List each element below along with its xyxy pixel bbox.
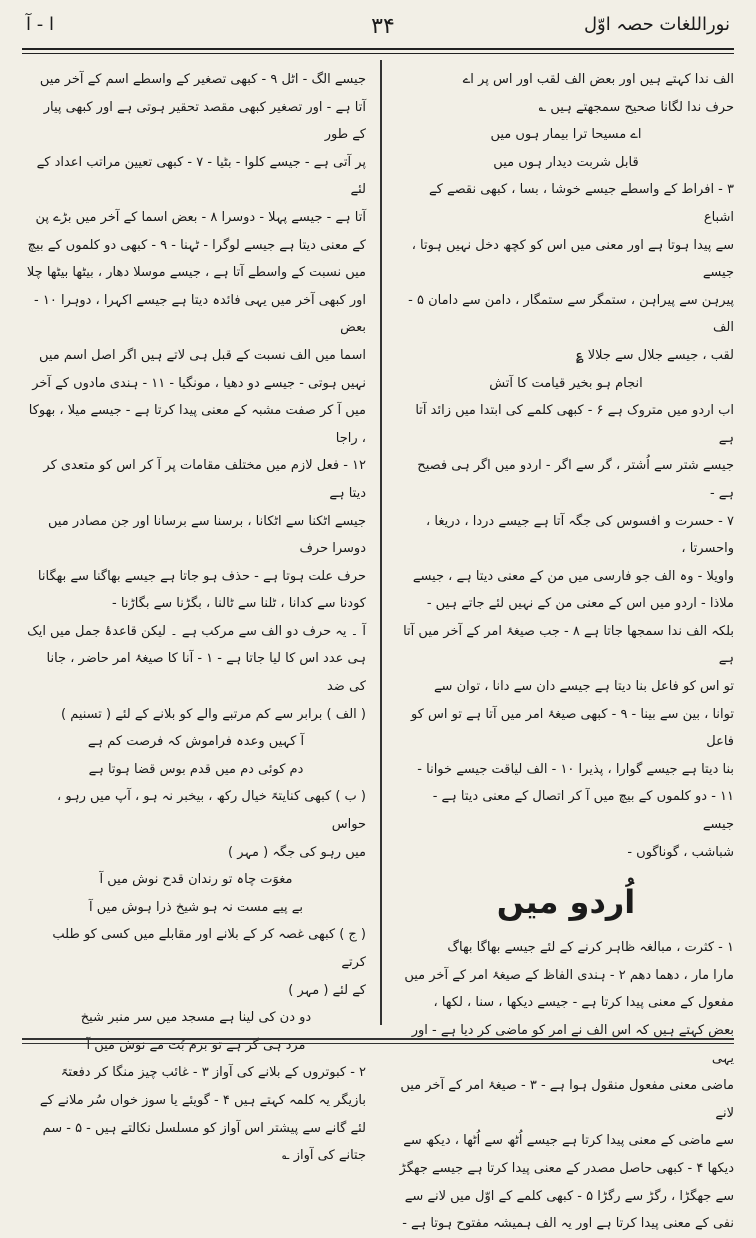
text-line: جیسے شتر سے اُشتر ، گر سے اگر - اردو میں اگر ہی فصیح ہے - — [417, 458, 734, 501]
left-column — [26, 66, 366, 1164]
text-line: ملاذا - اردو میں اس کے معنی من کے نہیں لئے جاتے ہیں - — [426, 596, 734, 612]
text-line: سے پیدا ہوتا ہے اور معنی میں اس کو کچھ دخل نہیں ہوتا ، جیسے — [411, 237, 734, 281]
right-column — [398, 66, 734, 1232]
text-line: ہی عدد اس کا لیا جاتا ہے - ۱ - آنا کا صیغۂ امر حاضر ، جانا کی ضد — [46, 651, 366, 695]
text-line: بعض کہتے ہیں کہ اس الف نے امر کو ماضی کر دیا ہے - اور یہی — [411, 1023, 734, 1066]
text-line: اب اردو میں متروک ہے ۶ - کبھی کلمے کی ابتدا میں زائد آتا ہے — [415, 403, 734, 446]
text-line: میں آ کر صفت مشبہ کے معنی پیدا کرتا ہے - جیسے میلا ، بھوکا ، راجا — [28, 403, 366, 446]
text-line: اسما میں الف نسبت کے قبل ہی لاتے ہیں اگر اصل اسم میں — [38, 347, 366, 363]
column-divider — [380, 60, 382, 1025]
text-line: جیسے الگ - اٹل ۹ - کبھی تصغیر کے واسطے اسم کے آخر میں — [39, 72, 366, 87]
text-line: سے جھگڑا ، رگڑ سے رگڑا ۵ - کبھی کلمے کے اوّل میں لانے سے — [404, 1188, 734, 1204]
verse-line: بے پیے مست نہ ہو شیخ ذرا ہوش میں آ — [89, 899, 303, 915]
text-line: مفعول کے معنی پیدا کرتا ہے - جیسے دیکھا ، سنا ، لکھا ، — [433, 995, 734, 1011]
header-rule-thin — [22, 53, 734, 54]
text-line: ۳ - افراط کے واسطے جیسے خوشا ، بسا ، کبھی نقصے کے اشباع — [429, 182, 734, 225]
text-line: ( ج ) کبھی غصہ کر کے بلانے اور مقابلے میں کسی کو طلب کرتے — [52, 927, 366, 970]
text-line: ( الف ) برابر سے کم مرتبے والے کو بلانے کے لئے ( تسنیم ) — [60, 706, 366, 722]
text-line: لئے گانے سے پیشتر اس آواز کو مسلسل نکالتے ہیں - ۵ - سم — [42, 1120, 366, 1136]
text-line: ۲ - کبوتروں کے بلانے کی آواز ۳ - غائب چیز منگا کر دفعتہً — [60, 1065, 366, 1081]
header-section-letter: ا - آ — [26, 14, 54, 35]
text-line: الف ندا کہتے ہیں اور بعض الف لقب اور اس پر اے — [462, 72, 734, 87]
text-line: کودنا سے کدانا ، ٹلنا سے ٹالنا ، بگڑنا سے بگاڑنا - — [112, 596, 366, 612]
text-line: بلکہ الف ندا سمجھا جاتا ہے ۸ - جب صیغۂ امر کے آخر میں آتا ہے — [403, 623, 734, 667]
text-line: حرف ندا لگانا صحیح سمجھتے ہیں ؎ — [538, 99, 734, 115]
text-line: ماضی معنی مفعول منقول ہوا ہے - ۳ - صیغۂ امر کے آخر میں لانے — [400, 1078, 734, 1121]
text-line: ۱۲ - فعل لازم میں مختلف مقامات پر آ کر اس کو متعدی کر دیتا ہے — [43, 458, 366, 501]
text-line: بنا دیتا ہے جیسے گوارا ، پذیرا ۱۰ - الف لیاقت جیسے خوانا - — [417, 761, 734, 777]
text-line: نہیں ہوتی - جیسے دو دھیا ، مونگیا - ۱۱ - ہندی مادوں کے آخر — [32, 375, 366, 391]
footer-rule — [22, 1038, 734, 1040]
text-line: آ ۔ یہ حرف دو الف سے مرکب ہے ۔ لیکن قاعدۂ جمل میں ایک — [27, 623, 366, 639]
text-line: تو اس کو فاعل بنا دیتا ہے جیسے دان سے دانا ، توان سے — [433, 679, 734, 695]
section-heading: اُردو میں — [496, 883, 636, 922]
verse-line: مرد ہی گر ہے تو بزم بُت مے نوش میں آ — [86, 1037, 306, 1053]
text-line: پر آتی ہے - جیسے کلوا - بٹیا - ۷ - کبھی تعیین مراتب اعداد کے لئے — [36, 154, 366, 198]
text-line: اور کبھی آخر میں یہی فائدہ دیتا ہے جیسے اکہرا ، دوہرا ۱۰ - بعض — [34, 292, 366, 336]
verse-line: دم کوئی دم میں قدم بوس قضا ہوتا ہے — [88, 761, 304, 777]
verse-line: مغوَت چاہ تو رندان قدح نوش میں آ — [99, 872, 293, 888]
footer-rule-thin — [22, 1043, 734, 1044]
text-line: آتا ہے - اور تصغیر کبھی مقصد تحقیر ہوتی ہے اور کبھی پیار کے طور — [43, 99, 366, 143]
text-line: شباشب ، گوناگوں - — [627, 844, 734, 860]
text-line: واویلا - وہ الف جو فارسی میں من کے معنی دیتا ہے ، جیسے — [412, 568, 734, 584]
text-line: ۱ - کثرت ، مبالغہ ظاہر کرنے کے لئے جیسے بھاگا بھاگ — [447, 940, 734, 956]
text-line: پیرہن سے پیراہن ، ستمگر سے ستمگار ، دامن سے دامان ۵ - الف — [408, 292, 734, 336]
header-rule — [22, 48, 734, 50]
verse-line: قابل شربت دیدار ہوں میں — [493, 154, 639, 170]
page-number: ۳۴ — [371, 14, 395, 39]
text-line: کے لئے ( مہر ) — [288, 982, 366, 998]
verse-line: دو دن کی لینا ہے مسجد میں سر منبر شیخ — [80, 1010, 312, 1026]
book-title: نوراللغات حصہ اوّل — [583, 14, 730, 35]
verse-line: اے مسیحا ترا بیمار ہوں میں — [490, 127, 642, 143]
text-line: میں رہو کی جگہ ( مہر ) — [228, 844, 366, 860]
text-line: ( ب ) کبھی کنایتہً خیال رکھ ، بیخبر نہ ہو ، آپ میں رہو ، حواس — [56, 789, 366, 833]
verse-line: آ کہیں وعدہ فراموش کہ فرصت کم ہے — [87, 734, 305, 750]
text-line: ۱۱ - دو کلموں کے بیچ میں آ کر اتصال کے معنی دیتا ہے - جیسے — [432, 789, 734, 833]
verse-line: انجام ہو بخیر قیامت کا آتش — [489, 375, 643, 391]
text-line: حرف علت ہوتا ہے - حذف ہو جاتا ہے جیسے بھاگنا سے بھگانا — [37, 568, 366, 584]
text-line: نفی کے معنی پیدا کرتا ہے اور یہ الف ہمیشہ مفتوح ہوتا ہے - — [402, 1216, 734, 1232]
text-line: دیکھا ۴ - کبھی حاصل مصدر کے معنی پیدا کرتا ہے جیسے جھگڑ — [399, 1160, 734, 1176]
text-line: میں نسبت کے واسطے آتا ہے ، جیسے موسلا دھار ، بیٹھا بیٹھا چلا — [26, 265, 366, 281]
text-line: لقب ، جیسے جلال سے جلالا ؏ — [575, 347, 734, 363]
text-line: ۷ - حسرت و افسوس کی جگہ آتا ہے جیسے دردا ، دریغا ، واحسرتا ، — [426, 513, 734, 557]
text-line: جتانے کی آواز ؎ — [282, 1148, 366, 1164]
text-line: کے معنی دیتا ہے جیسے لوگرا - ٹہنا - ۹ - کبھی دو کلموں کے بیچ — [27, 237, 366, 253]
text-line: بازیگر یہ کلمہ کہتے ہیں ۴ - گویئے یا سوز خواں سُر ملانے کے — [39, 1092, 366, 1108]
text-line: سے ماضی کے معنی پیدا کرتا ہے جیسے اُٹھ سے اُٹھا ، دیکھ سے — [403, 1133, 734, 1149]
text-line: آتا ہے - جیسے پہلا - دوسرا ۸ - بعض اسما کے آخر میں بڑے پن — [35, 209, 366, 225]
text-line: توانا ، بین سے بینا - ۹ - کبھی صیغۂ امر میں آتا ہے تو اس کو فاعل — [410, 706, 734, 750]
text-line: مارا مار ، دھما دھم ۲ - ہندی الفاظ کے صیغۂ امر کے آخر میں — [404, 967, 734, 983]
text-line: جیسے اٹکنا سے اٹکانا ، برسنا سے برسانا اور جن مصادر میں دوسرا حرف — [47, 513, 366, 557]
